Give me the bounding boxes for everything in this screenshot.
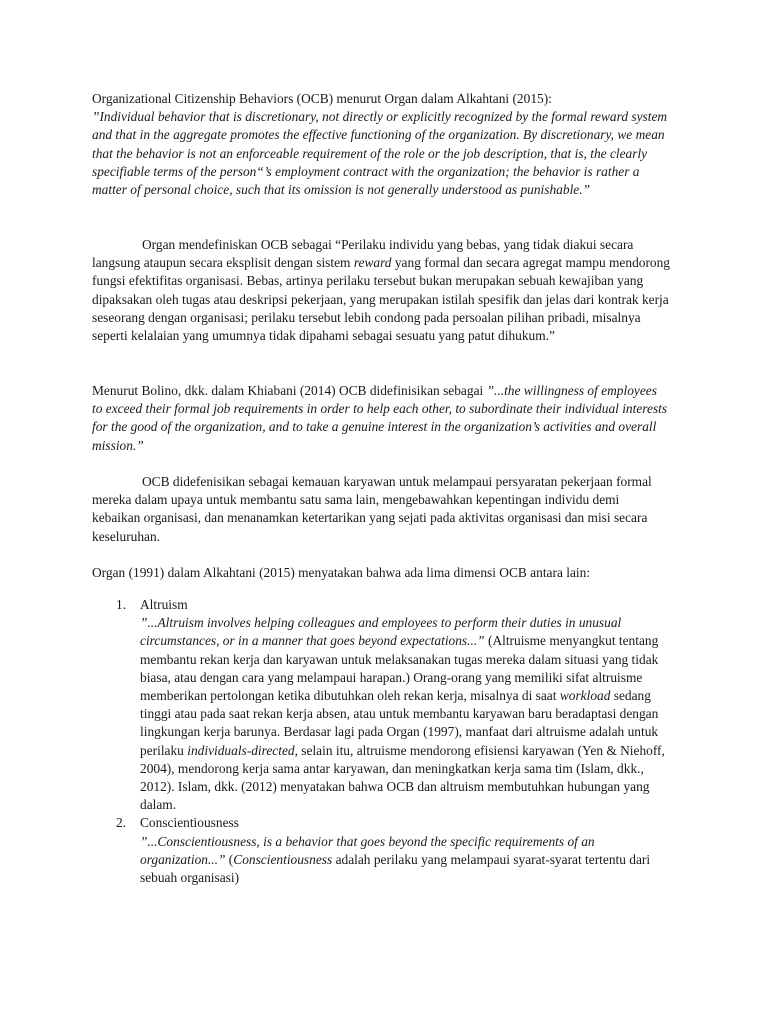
intro-text: Menurut Bolino, dkk. dalam Khiabani (2014) OCB didefinisikan sebagai: [92, 383, 487, 398]
list-item-body: [140, 614, 672, 814]
quote-text: ”...the willingness of employees to exceed their formal job requirements in order to help each other, to subordinate their individual interests for the good of the organization, and to take a genuine interest in the organization’s activities and overall mission.”: [92, 383, 668, 453]
paragraph-bolino: [92, 382, 670, 455]
body-text: (Altruisme menyangkut tentang membantu rekan kerja dan karyawan untuk melaksanakan tugas mereka dalam situasi yang tidak biasa, atau dengan cara yang melampaui harapan.) Orang-orang yang memiliki sifat altruisme memberikan pertolongan ketika dibutuhkan oleh rekan kerja, misalnya di saat: [140, 633, 659, 704]
body-text: , selain itu, altruisme mendorong efisiensi karyawan (Yen & Niehoff, 2004), mendorong kerja sama antar karyawan, dan meningkatkan kerja sama tim (Islam, dkk., 2012). Islam, dkk. (2012) menyatakan bahwa OCB dan altruism membutuhkan hubungan yang dalam.: [140, 742, 665, 813]
body-text: yang formal dan secara agregat mampu mendorong fungsi efektifitas organisasi. Bebas, artinya perilaku tersebut bukan merupakan sebuah kewajiban yang dipaksakan oleh tugas atau deskripsi pekerjaan, yang merupakan istilah spesifik dan jelas dari kontrak kerja seseorang dengan organisasi; perilaku tersebut lebih condong pada persoalan pilihan pribadi, misalnya seperti kelalaian yang umumnya tidak dipahami sebagai sesuatu yang patut dihukum.”: [92, 255, 671, 344]
intro-text: Organizational Citizenship Behaviors (OCB) menurut Organ dalam Alkahtani (2015):: [92, 91, 552, 106]
emphasis-text: Conscientiousness: [233, 851, 333, 867]
list-item-body: [140, 833, 672, 888]
quote-text: ”...Altruism involves helping colleagues and employees to perform their duties in unusual circumstances, or in a manner that goes beyond expectations...”: [140, 615, 622, 649]
quote-text: ”Individual behavior that is discretionary, not directly or explicitly recognized by the formal reward system and that in the aggregate promotes the effective functioning of the organization. By discretionary, we mean that the behavior is not an enforceable requirement of the role or the job description, that is, the clearly specifiable terms of the person“’s employment contract with the organization; the behavior is rather a matter of personal choice, such that its omission is not generally understood as punishable.”: [92, 109, 668, 198]
list-item-title: Altruism: [140, 597, 188, 612]
list-number: 2.: [116, 815, 127, 831]
list-item-conscientiousness: [116, 814, 672, 887]
emphasis-text: reward: [353, 255, 392, 271]
body-text: sedang tinggi atau pada saat rekan kerja absen, atau untuk membantu karyawan baru beradaptasi dengan lingkungan kerja barunya. Berdasar lagi pada Organ (1997), manfaat dari altruisme adalah untuk perilaku: [140, 688, 659, 758]
paragraph-ocb-definition-organ: [92, 90, 670, 199]
body-text: OCB didefenisikan sebagai kemauan karyawan untuk melampaui persyaratan pekerjaan formal mereka dalam upaya untuk membantu satu sama lain, mengebawahkan kepentingan individu demi kebaikan organisasi, dan menanamkan ketertarikan yang sejati pada aktivitas organisasi dan misi secara keseluruhan.: [92, 474, 652, 544]
body-text: Organ (1991) dalam Alkahtani (2015) menyatakan bahwa ada lima dimensi OCB antara lain:: [92, 565, 591, 580]
paragraph-five-dimensions: [92, 564, 670, 582]
list-number: 1.: [116, 597, 127, 612]
body-text: (: [225, 851, 234, 867]
paragraph-organ-indonesian: [92, 236, 670, 345]
emphasis-text: individuals-directed: [187, 742, 295, 758]
body-text: Organ mendefiniskan OCB sebagai “Perilaku individu yang bebas, yang tidak diakui secara langsung ataupun secara eksplisit dengan sistem: [92, 237, 634, 271]
body-text: adalah perilaku yang melampaui syarat-syarat tertentu dari sebuah organisasi): [140, 851, 651, 886]
dimension-list: [116, 596, 672, 887]
list-item-title: Conscientiousness: [140, 815, 239, 831]
emphasis-text: workload: [559, 688, 611, 704]
quote-text: ”...Conscientiousness, is a behavior that goes beyond the specific requirements of an organization...”: [140, 833, 595, 867]
paragraph-ocb-indonesian: [92, 473, 670, 546]
list-item-altruism: [116, 596, 672, 814]
